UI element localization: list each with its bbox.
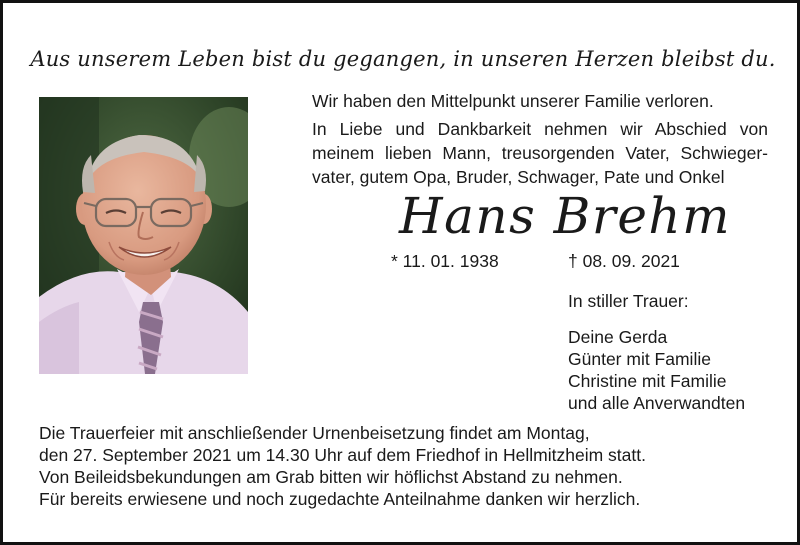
portrait-photo [39,97,248,374]
birth-date: * 11. 01. 1938 [391,251,499,271]
death-date: † 08. 09. 2021 [568,251,680,271]
mourner: und alle Anverwandten [568,393,746,413]
closing-line: Für bereits erwiesene und noch zugedachte Anteilnahme danken wir herzlich. [39,489,641,509]
farewell-text: In Liebe und Dankbarkeit nehmen wir Abschied von meinem lieben Mann, treusorgenden Vater, Schwieger-vater, gutem Opa, Bruder, Schwager, Pate und Onkel [312,119,768,187]
mourning-block [568,290,745,414]
mourners-list [568,326,745,414]
mourner: Christine mit Familie [568,371,727,391]
mourner: Günter mit Familie [568,349,711,369]
mourner: Deine Gerda [568,327,668,347]
closing-line: den 27. September 2021 um 14.30 Uhr auf dem Friedhof in Hellmitzheim statt. [39,445,646,465]
closing-line: Von Beileidsbekundungen am Grab bitten wir höflichst Abstand zu nehmen. [39,467,623,487]
motto: Aus unserem Leben bist du gegangen, in unseren Herzen bleibst du. [30,47,776,71]
deceased-name: Hans Brehm [399,187,732,245]
mourning-heading: In stiller Trauer: [568,291,689,311]
closing-line: Die Trauerfeier mit anschließender Urnenbeisetzung findet am Montag, [39,423,590,443]
closing-text [39,422,779,510]
intro-line: Wir haben den Mittelpunkt unserer Familie verloren. [312,91,714,111]
intro-text [312,89,772,189]
